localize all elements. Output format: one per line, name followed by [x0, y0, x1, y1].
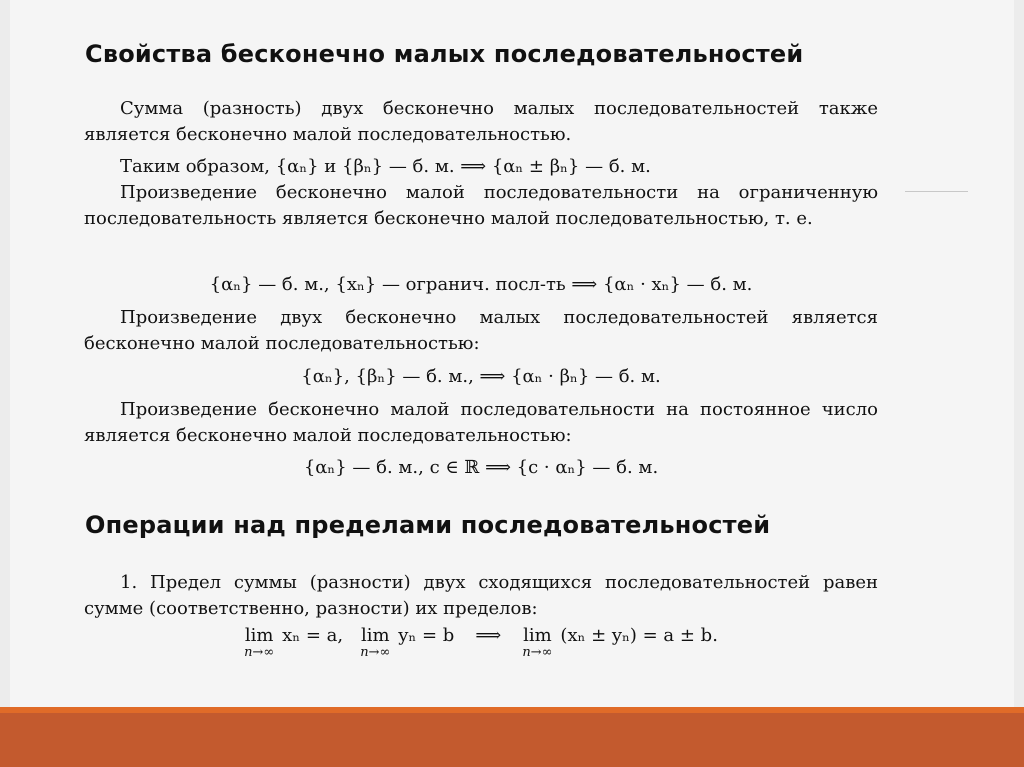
- paragraph-bounded-product-property: Произведение бесконечно малой последовательности на ограниченную последовательность является бесконечно малой последовательностью, т. е.: [84, 182, 878, 229]
- decorative-line: [905, 191, 968, 192]
- limit-operator: [360, 626, 390, 660]
- footer-bar: [0, 713, 1024, 767]
- formula-bounded-product: {αₙ} — б. м., {xₙ} — огранич. посл-ть ⟹ {αₙ · xₙ} — б. м.: [209, 274, 753, 295]
- formula-sum-property: Таким образом, {αₙ} и {βₙ} — б. м. ⟹ {αₙ ± βₙ} — б. м.: [120, 156, 651, 177]
- implies-arrow: ⟹: [475, 625, 502, 646]
- limit-operator: [522, 626, 552, 660]
- lim-word: lim: [523, 625, 552, 646]
- limit-expression-y: yₙ = b: [398, 625, 455, 646]
- lim-subscript: n→∞: [522, 645, 553, 660]
- limit-term-x: [244, 626, 343, 660]
- formula-limit-sum: [84, 626, 878, 660]
- paragraph-limit-sum-rule: 1. Предел суммы (разности) двух сходящихся последовательностей равен сумме (соответственно, разности) их пределов:: [84, 572, 878, 619]
- paragraph-product-property: Произведение двух бесконечно малых последовательностей является бесконечно малой последовательностью:: [84, 307, 878, 354]
- section-heading-limit-operations: Операции над пределами последовательностей: [85, 511, 771, 539]
- limit-term-y: [360, 626, 454, 660]
- lim-subscript: n→∞: [360, 645, 391, 660]
- slide-border-left: [0, 0, 10, 767]
- slide-border-right: [1014, 0, 1024, 767]
- lim-word: lim: [360, 625, 390, 646]
- lim-subscript: n→∞: [244, 645, 275, 660]
- limit-term-sum: [522, 626, 718, 660]
- limit-expression-x: xₙ = a,: [282, 625, 344, 646]
- formula-product: {αₙ}, {βₙ} — б. м., ⟹ {αₙ · βₙ} — б. м.: [301, 366, 661, 387]
- limit-expression-sum: (xₙ ± yₙ) = a ± b.: [560, 625, 718, 646]
- formula-constant-product: {αₙ} — б. м., c ∈ ℝ ⟹ {c · αₙ} — б. м.: [303, 457, 659, 478]
- paragraph-constant-product-property: Произведение бесконечно малой последовательности на постоянное число является бесконечно малой последовательностью:: [84, 399, 878, 446]
- limit-operator: [244, 626, 274, 660]
- lim-word: lim: [244, 625, 274, 646]
- paragraph-sum-property: Сумма (разность) двух бесконечно малых последовательностей также является бесконечно малой последовательностью.: [84, 98, 878, 145]
- section-heading-infinitesimal-properties: Свойства бесконечно малых последовательностей: [85, 40, 804, 68]
